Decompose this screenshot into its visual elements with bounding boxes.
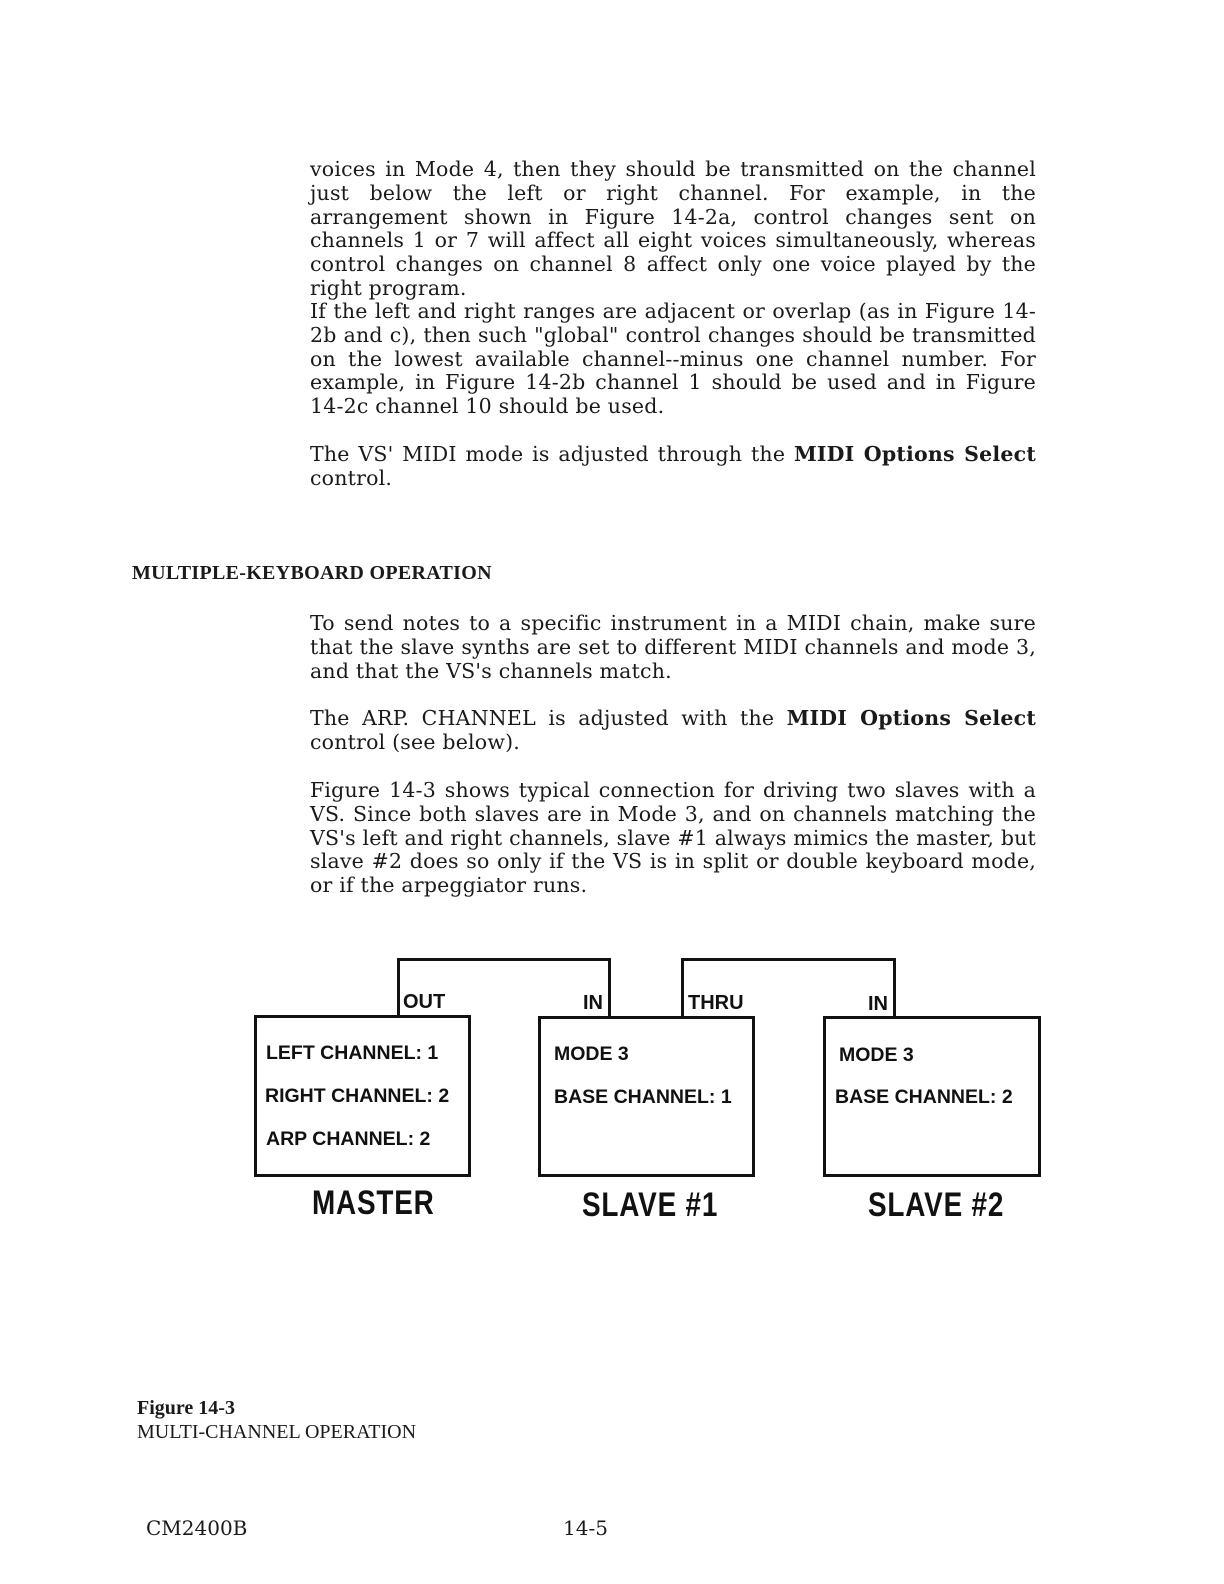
slave1-label: SLAVE #1	[582, 1186, 719, 1224]
slave1-thru-port-label: THRU	[688, 992, 744, 1014]
wire-segment	[608, 958, 611, 1018]
slave2-mode: MODE 3	[839, 1044, 914, 1066]
section-heading: MULTIPLE-KEYBOARD OPERATION	[132, 562, 492, 584]
master-arp-channel: ARP CHANNEL: 2	[266, 1128, 431, 1150]
paragraph-global-control: If the left and right ranges are adjacent or overlap (as in Figure 14-2b and c), then such "global" control changes should be transmitted on the lowest available channel--minus one channel number. For example, in Figure 14-2b channel 1 should be used and in Figure 14-2c channel 10 should be used.	[310, 299, 1036, 419]
paragraph-figure-description: Figure 14-3 shows typical connection for driving two slaves with a VS. Since both slaves are in Mode 3, and on channels matching the VS's left and right channels, slave #1 always mimics the master, but slave #2 does so only if the VS is in split or double keyboard mode, or if the arpeggiator runs.	[310, 778, 1036, 898]
slave2-in-port-label: IN	[868, 993, 888, 1015]
slave1-in-port-label: IN	[583, 992, 603, 1014]
figure-caption	[137, 1396, 416, 1444]
slave1-mode: MODE 3	[554, 1043, 629, 1065]
document-code: CM2400B	[146, 1516, 248, 1540]
wire-segment	[681, 958, 896, 961]
slave1-base-channel: BASE CHANNEL: 1	[554, 1086, 732, 1108]
control-name: MIDI Options Select	[786, 706, 1036, 730]
text-run: The VS' MIDI mode is adjusted through the	[310, 442, 794, 466]
figure-number: Figure 14-3	[137, 1397, 235, 1419]
figure-title: MULTI-CHANNEL OPERATION	[137, 1421, 417, 1443]
wire-segment	[397, 958, 400, 1018]
paragraph-send-notes: To send notes to a specific instrument in a MIDI chain, make sure that the slave synths are set to different MIDI channels and mode 3, and that the VS's channels match.	[310, 611, 1036, 683]
paragraph-mode4: voices in Mode 4, then they should be transmitted on the channel just below the left or right channel. For example, in the arrangement shown in Figure 14-2a, control changes sent on channels 1 or 7 will affect all eight voices simultaneously, whereas control changes on channel 8 affect only one voice played by the right program.	[310, 157, 1036, 300]
wire-segment	[893, 958, 896, 1018]
slave2-label: SLAVE #2	[868, 1186, 1005, 1224]
master-left-channel: LEFT CHANNEL: 1	[266, 1042, 439, 1064]
text-run: control.	[310, 465, 393, 490]
master-label: MASTER	[312, 1184, 435, 1222]
master-out-port-label: OUT	[403, 991, 446, 1013]
text-run: The ARP. CHANNEL is adjusted with the	[310, 706, 787, 730]
master-right-channel: RIGHT CHANNEL: 2	[265, 1085, 450, 1107]
text-run: control (see below).	[310, 729, 520, 754]
wire-segment	[681, 958, 684, 1018]
slave2-base-channel: BASE CHANNEL: 2	[835, 1086, 1013, 1108]
control-name: MIDI Options Select	[793, 442, 1036, 466]
wire-segment	[397, 958, 611, 961]
page-number: 14-5	[563, 1516, 608, 1540]
